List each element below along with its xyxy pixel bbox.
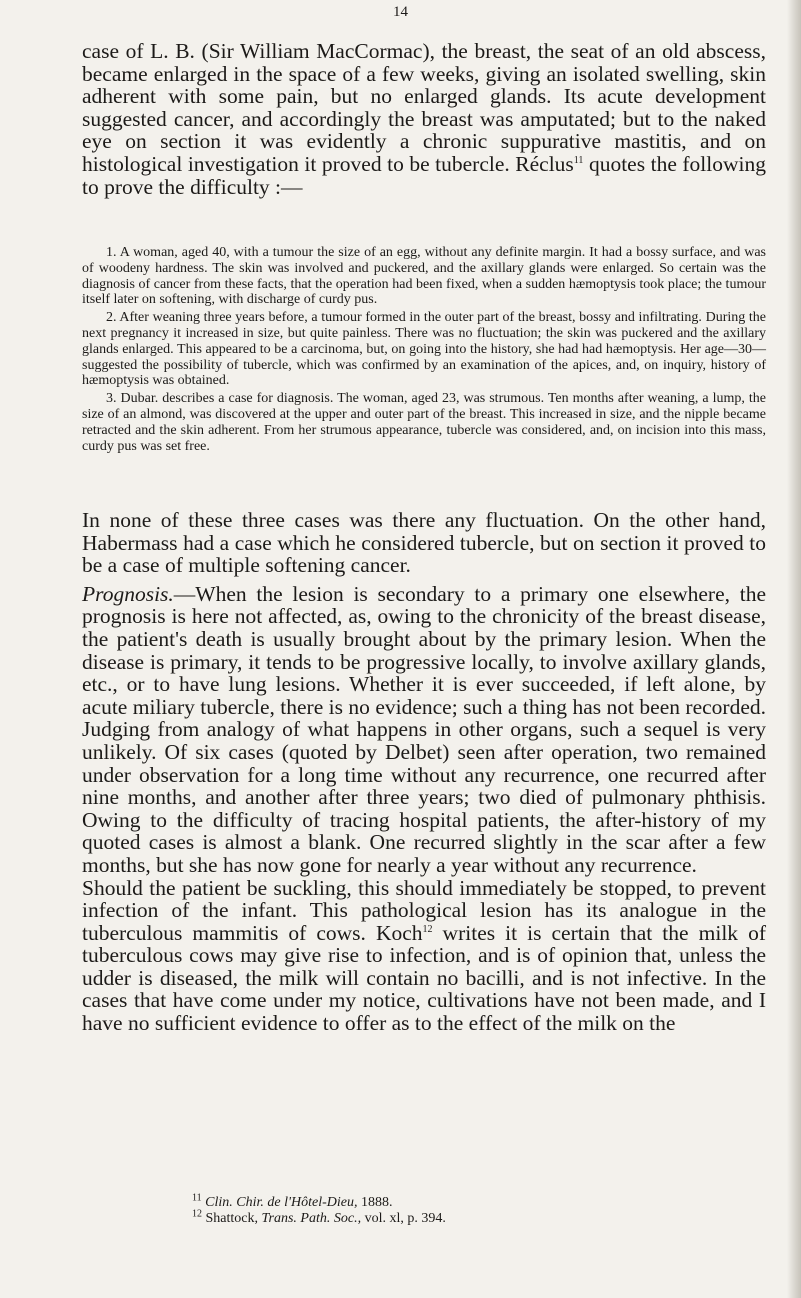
suckling-paragraph: Should the patient be suckling, this should immediately be stopped, to prevent infection of the infant. This pathological lesion has its analogue in the tuberculous mammitis of cows. Koch$^{12}$ writes it is certain that the milk of tuberculous cows may give rise to infection, and is of opinion that, unless the udder is diseased, the milk will contain no bacilli, and is not infective. In the cases that have come under my notice, cultivations have not been made, and I have no sufficient evidence to offer as to the effect of the milk on the (82, 875, 766, 1036)
main-text-block (82, 509, 766, 1035)
footnote-12: $^{12}$ Shattock, Trans. Path. Soc., vol. xl, p. 394. (192, 1208, 446, 1226)
footnotes (82, 1192, 766, 1227)
intro-paragraph: case of L. B. (Sir William MacCormac), the breast, the seat of an old abscess, became enlarged in the space of a few weeks, giving an isolated swelling, skin adherent with some pain, but no enlarged glands. Its acute development suggested cancer, and accordingly the breast was amputated; but to the naked eye on section it was evidently a chronic suppurative mastitis, and on histological investigation it proved to be tubercle. Réclus$^{11}$ quotes the following to prove the difficulty :— (82, 39, 766, 199)
fluctuation-paragraph: In none of these three cases was there any fluctuation. On the other hand, Habermass had a case which he considered tubercle, but on section it proved to be a case of multiple softening cancer. (82, 508, 766, 578)
case-list (82, 245, 766, 456)
page-number: 14 (393, 4, 408, 20)
case-item-3: 3. Dubar. describes a case for diagnosis. The woman, aged 23, was strumous. Ten months after weaning, a lump, the size of an almond, was discovered at the upper and outer part of the breast. This increased in size, and the nipple became retracted and the skin adherent. From her strumous appearance, tubercle was considered, and, on incision into this mass, curdy pus was set free. (82, 391, 766, 454)
footnote-ref-12: 12 (422, 923, 433, 935)
case-item-2: 2. After weaning three years before, a tumour formed in the outer part of the breast, bossy and infiltrating. During the next pregnancy it increased in size, but quite painless. There was no fluctuation; the skin was puckered and the axillary glands enlarged. This appeared to be a carcinoma, but, on going into the history, she had had hæmoptysis. Her age—30—suggested the possibility of tubercle, which was confirmed by an examination of the apices, and, on inquiry, history of hæmoptysis was obtained. (82, 310, 766, 389)
footnote-ref-11: 11 (573, 154, 584, 166)
prognosis-paragraph: Prognosis.—When the lesion is secondary to a primary one elsewhere, the prognosis is here not affected, as, owing to the chronicity of the breast disease, the patient's death is usually brought about by the primary lesion. When the disease is primary, it tends to be progressive locally, to involve axillary glands, etc., or to have lung lesions. Whether it is ever succeeded, if left alone, by acute miliary tubercle, there is no evidence; such a thing has not been recorded. Judging from analogy of what happens in other organs, such a sequel is very unlikely. Of six cases (quoted by Delbet) seen after operation, two remained under observation for a long time without any recurrence, one recurred after nine months, and another after three years; two died of pulmonary phthisis. Owing to the difficulty of tracing hospital patients, the after-history of my quoted cases is almost a blank. One recurred slightly in the scar after a few months, but she has now gone for nearly a year without any recurrence. (82, 581, 766, 877)
case-item-1: 1. A woman, aged 40, with a tumour the size of an egg, without any definite margin. It had a bossy surface, and was of woodeny hardness. The skin was involved and puckered, and the axillary glands were enlarged. So certain was the diagnosis of cancer from these facts, that the operation had been fixed, when a sudden hæmoptysis took place; the tumour itself later on softening, with discharge of curdy pus. (82, 245, 766, 308)
footnote-11: $^{11}$ Clin. Chir. de l'Hôtel-Dieu, 1888. (192, 1192, 393, 1210)
page-edge-shadow (787, 0, 801, 1298)
intro-paragraph-block (82, 40, 766, 198)
prognosis-heading: Prognosis. (82, 581, 174, 606)
